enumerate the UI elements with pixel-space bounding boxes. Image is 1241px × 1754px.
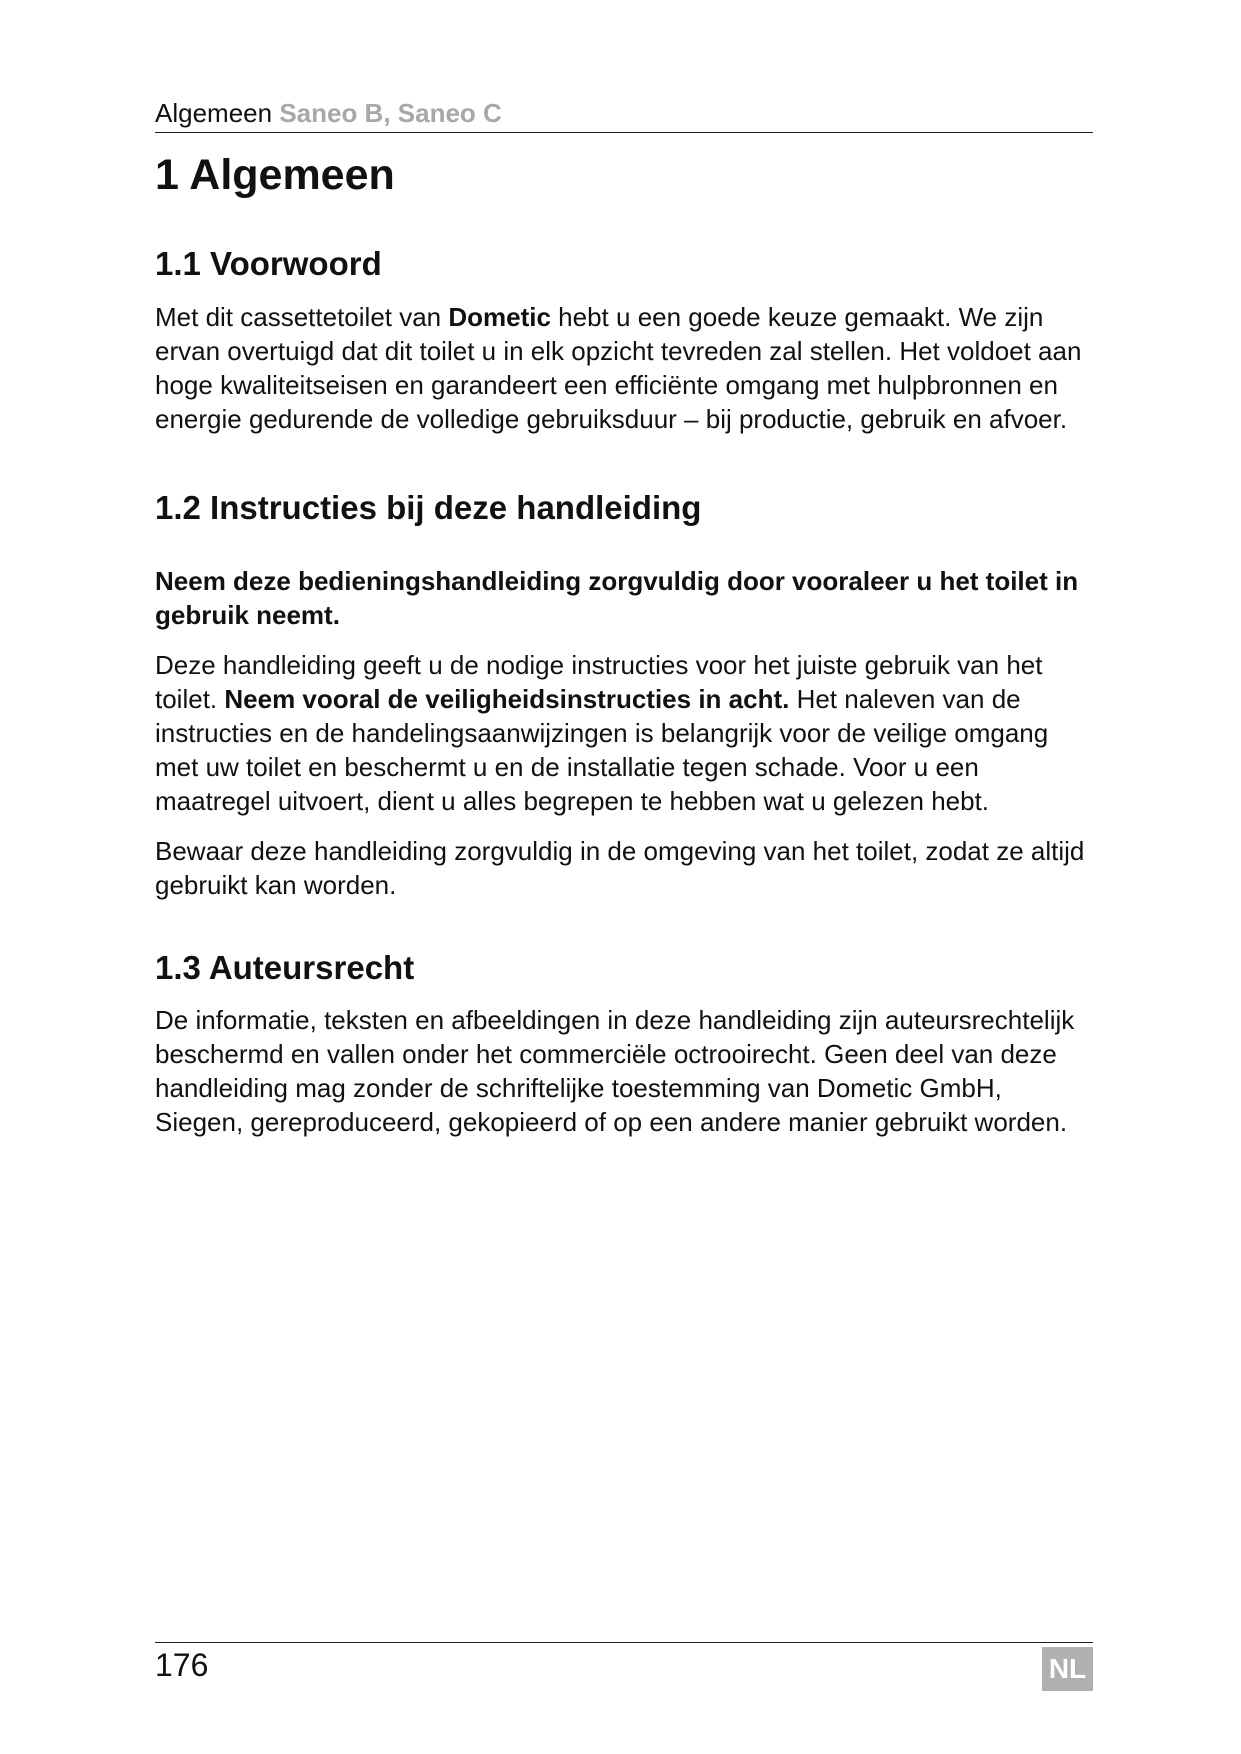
instructions-paragraph-2: Bewaar deze handleiding zorgvuldig in de omgeving van het toilet, zodat ze altijd gebruikt kan worden.	[155, 835, 1085, 900]
section-title-foreword: 1.1 Voorwoord	[155, 245, 382, 283]
header-product: Saneo B, Saneo C	[279, 98, 502, 128]
safety-emphasis: Neem vooral de veiligheidsinstructies in acht.	[224, 683, 790, 714]
foreword-text-before: Met dit cassettetoilet van	[155, 302, 449, 333]
brand-name: Dometic	[448, 302, 551, 333]
chapter-title: 1 Algemeen	[155, 151, 395, 199]
language-badge: NL	[1042, 1647, 1093, 1691]
copyright-paragraph: De informatie, teksten en afbeeldingen in deze handleiding zijn auteursrechtelijk beschermd en vallen onder het commerciële octrooirecht. Geen deel van deze handleiding mag zonder de schriftelijke toestemming van Dometic GmbH, Siegen, gereproduceerd, gekopieerd of op een andere manier gebruikt worden.	[155, 1005, 1075, 1138]
instructions-paragraph-1	[155, 648, 1093, 818]
page-content	[155, 100, 1093, 1139]
header-section: Algemeen	[155, 98, 273, 128]
running-header	[155, 100, 1093, 133]
instructions-text-after: Het naleven van de instructies en de handelingsaanwijzingen is belangrijk voor de veilige omgang met uw toilet en beschermt u en de installatie tegen schade. Voor u een maatregel uitvoert, dient u alles begrepen te hebben wat u gelezen hebt.	[155, 683, 1049, 816]
foreword-paragraph	[155, 300, 1093, 436]
page-number: 176	[155, 1647, 209, 1683]
section-title-instructions: 1.2 Instructies bij deze handleiding	[155, 489, 702, 527]
page-footer	[155, 1642, 1093, 1684]
foreword-text-after: hebt u een goede keuze gemaakt. We zijn ervan overtuigd dat dit toilet u in elk opzicht tevreden zal stellen. Het voldoet aan hoge kwaliteitseisen en garandeert een efficiënte omgang met hulpbronnen en energie gedurende de volledige gebruiksduur – bij productie, gebruik en afvoer.	[155, 302, 1082, 435]
instructions-warning: Neem deze bedieningshandleiding zorgvuldig door vooraleer u het toilet in gebruik neemt.	[155, 565, 1079, 630]
section-title-copyright: 1.3 Auteursrecht	[155, 948, 415, 986]
instructions-text-before: Deze handleiding geeft u de nodige instructies voor het juiste gebruik van het toilet.	[155, 649, 1043, 714]
